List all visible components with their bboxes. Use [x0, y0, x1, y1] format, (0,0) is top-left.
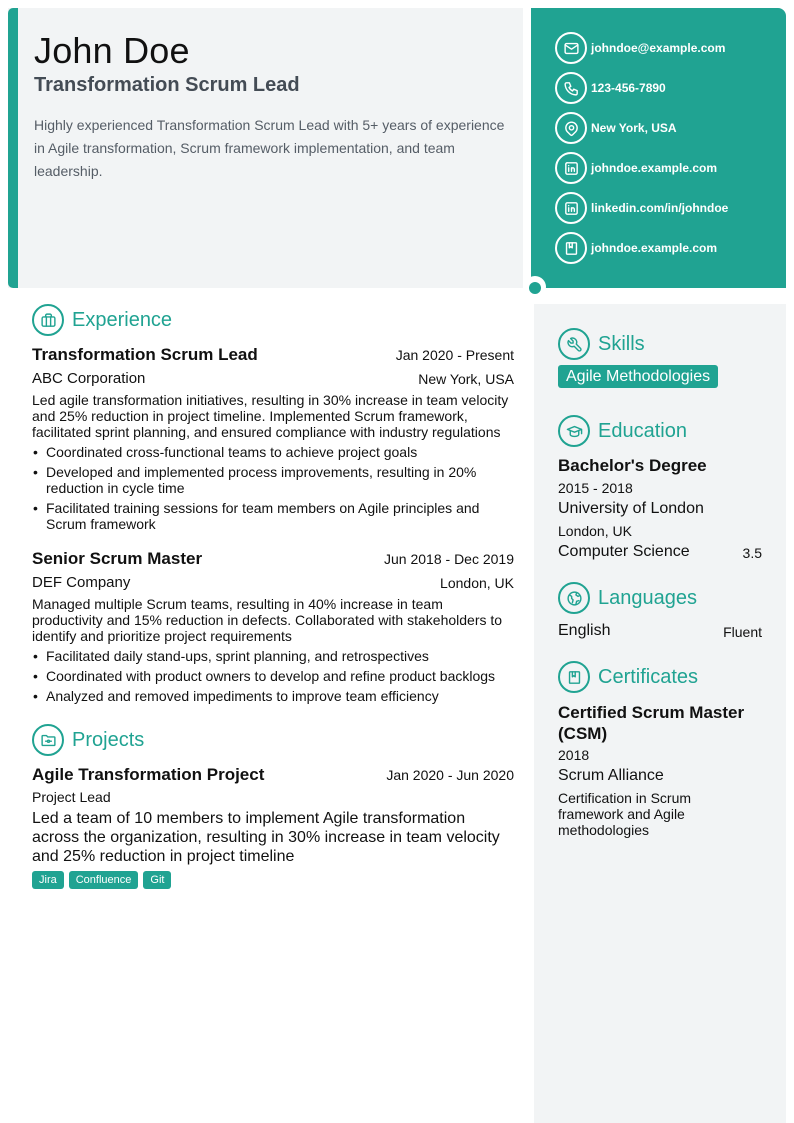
section-title: Languages [598, 586, 697, 609]
education-heading [558, 415, 687, 447]
accent-bar [8, 8, 18, 288]
job-dates: Jun 2018 - Dec 2019 [384, 551, 514, 567]
tag: Git [143, 871, 171, 889]
list-item: • Facilitated training sessions for team members on Agile principles and Scrum framework [32, 500, 516, 532]
job-dates: Jan 2020 - Present [395, 347, 514, 363]
education-field: Computer Science [558, 543, 690, 560]
job-location: London, UK [440, 575, 514, 591]
job-location: New York, USA [418, 371, 514, 387]
project-tags [32, 870, 176, 889]
contact-linkedin[interactable] [555, 192, 728, 224]
linkedin-icon [555, 192, 587, 224]
contact-text: johndoe.example.com [591, 241, 718, 255]
language-name: English [558, 622, 611, 639]
briefcase-icon [32, 304, 64, 336]
job-description: Led agile transformation initiatives, resulting in 30% increase in team velocity and 25% reduction in project timeline. Implemented Scrum framework, facilitated sprint planning, and ensured compliance with industry regulations [32, 392, 509, 440]
project-title: Agile Transformation Project [32, 765, 265, 784]
contact-email[interactable] [555, 32, 725, 64]
experience-heading [32, 304, 172, 336]
email-icon [555, 32, 587, 64]
folder-icon [32, 724, 64, 756]
graduation-cap-icon [558, 415, 590, 447]
education-school: University of London [558, 500, 704, 517]
section-title: Skills [598, 332, 645, 355]
certificates-heading [558, 661, 698, 693]
certificate-icon [558, 661, 590, 693]
education-dates: 2015 - 2018 [558, 480, 633, 496]
wrench-icon [558, 328, 590, 360]
certificate-year: 2018 [558, 747, 590, 763]
contact-text: linkedin.com/in/johndoe [591, 201, 729, 215]
languages-heading [558, 582, 697, 614]
section-title: Experience [72, 308, 173, 331]
education-degree: Bachelor's Degree [558, 456, 707, 475]
contact-phone[interactable] [555, 72, 666, 104]
job-bullets [32, 444, 516, 536]
skills-list [558, 368, 718, 386]
job-company: ABC Corporation [32, 370, 146, 387]
candidate-title: Transformation Scrum Lead [34, 74, 300, 96]
list-item: • Analyzed and removed impediments to improve team efficiency [32, 688, 516, 704]
contact-text: johndoe@example.com [591, 41, 726, 55]
certificate-name: Certified Scrum Master (CSM) [558, 703, 745, 743]
section-title: Certificates [598, 665, 699, 688]
list-item: • Coordinated with product owners to develop and refine product backlogs [32, 668, 516, 684]
tag: Confluence [69, 871, 139, 889]
projects-heading [32, 724, 144, 756]
contact-portfolio[interactable] [555, 232, 717, 264]
contact-location[interactable] [555, 112, 677, 144]
education-grade: 3.5 [742, 545, 762, 561]
job-company: DEF Company [32, 574, 131, 591]
location-icon [555, 112, 587, 144]
certificate-description: Certification in Scrum framework and Agile methodologies [558, 790, 692, 838]
skill-tag: Agile Methodologies [558, 365, 718, 388]
contact-text: New York, USA [591, 121, 677, 135]
job-description: Managed multiple Scrum teams, resulting in 40% increase in team productivity and 15% reduction in defects. Collaborated with stakeholders to identify and prioritize project requirements [32, 596, 503, 644]
section-title: Education [598, 419, 687, 442]
certificate-issuer: Scrum Alliance [558, 767, 664, 784]
bookmark-icon [555, 232, 587, 264]
tag: Jira [32, 871, 64, 889]
list-item: • Developed and implemented process improvements, resulting in 20% reduction in cycle time [32, 464, 516, 496]
section-title: Projects [72, 728, 145, 751]
skills-heading [558, 328, 645, 360]
globe-icon [558, 582, 590, 614]
linkedin-icon [555, 152, 587, 184]
job-title: Senior Scrum Master [32, 549, 203, 568]
contact-text: 123-456-7890 [591, 81, 666, 95]
project-description: Led a team of 10 members to implement Agile transformation across the organization, resulting in 30% increase in team velocity and 25% reduction in project timeline [32, 810, 500, 865]
phone-icon [555, 72, 587, 104]
candidate-name: John Doe [34, 30, 190, 71]
decorative-dot [524, 276, 546, 298]
contact-website[interactable] [555, 152, 717, 184]
contact-text: johndoe.example.com [591, 161, 718, 175]
project-dates: Jan 2020 - Jun 2020 [386, 767, 514, 783]
list-item: • Coordinated cross-functional teams to achieve project goals [32, 444, 516, 460]
summary: Highly experienced Transformation Scrum Lead with 5+ years of experience in Agile transformation, Scrum framework implementation, and team leadership. [34, 117, 505, 179]
education-location: London, UK [558, 523, 632, 539]
list-item: • Facilitated daily stand-ups, sprint planning, and retrospectives [32, 648, 516, 664]
job-title: Transformation Scrum Lead [32, 345, 258, 364]
project-role: Project Lead [32, 789, 111, 805]
job-bullets [32, 648, 516, 708]
language-level: Fluent [723, 624, 762, 640]
